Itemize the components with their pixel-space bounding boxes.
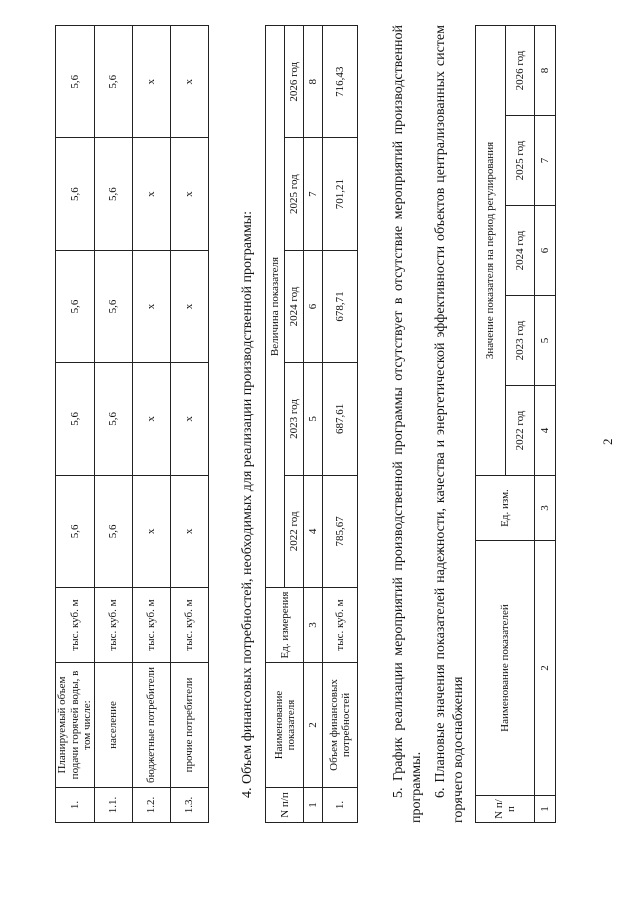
header-year: 2022 год xyxy=(505,386,535,476)
index-cell: 4 xyxy=(535,386,556,476)
index-cell: 6 xyxy=(304,250,323,362)
row-unit: тыс. куб. м xyxy=(170,588,208,663)
cell-value: 785,67 xyxy=(323,475,358,587)
row-name: бюджетные потребители xyxy=(132,663,170,788)
header-year: 2024 год xyxy=(285,250,304,362)
section-6-text: 6. Плановые значения показателей надежности, качества и энергетической эффективности объектов централизованных систем горячего водоснабжения xyxy=(433,25,466,823)
cell-value: 5,6 xyxy=(94,363,132,475)
cell-value: х xyxy=(170,26,208,138)
table-row xyxy=(56,26,95,823)
cell-value: 5,6 xyxy=(56,26,95,138)
row-unit: тыс. куб. м xyxy=(56,588,95,663)
cell-value: 5,6 xyxy=(94,475,132,587)
cell-value: 678,71 xyxy=(323,250,358,362)
row-number: 1. xyxy=(56,788,95,823)
header-unit: Ед. изм. xyxy=(476,476,535,541)
row-number: 1.2. xyxy=(132,788,170,823)
header-group: Значение показателя на период регулирования xyxy=(476,26,506,476)
header-unit: Ед. измерения xyxy=(266,588,304,663)
cell-value: 5,6 xyxy=(56,250,95,362)
index-cell: 5 xyxy=(304,363,323,475)
table-header-row xyxy=(476,26,506,823)
index-cell: 7 xyxy=(535,116,556,206)
cell-value: х xyxy=(132,250,170,362)
table-index-row xyxy=(304,26,323,823)
cell-value: 5,6 xyxy=(94,250,132,362)
header-year: 2024 год xyxy=(505,206,535,296)
header-year: 2023 год xyxy=(285,363,304,475)
cell-value: 5,6 xyxy=(94,138,132,250)
row-name: прочие потребители xyxy=(170,663,208,788)
index-cell: 8 xyxy=(535,26,556,116)
table-row xyxy=(132,26,170,823)
row-number: 1. xyxy=(323,788,358,823)
index-cell: 3 xyxy=(535,476,556,541)
section-5-paragraph xyxy=(390,25,426,823)
section-6-paragraph xyxy=(432,25,468,823)
cell-value: 5,6 xyxy=(56,363,95,475)
index-cell: 4 xyxy=(304,475,323,587)
index-cell: 1 xyxy=(535,796,556,823)
header-year: 2025 год xyxy=(285,138,304,250)
page-number: 2 xyxy=(600,438,615,445)
row-number: 1.3. xyxy=(170,788,208,823)
cell-value: 5,6 xyxy=(56,138,95,250)
header-name: Наименование показателей xyxy=(476,541,535,796)
header-num: N п/п xyxy=(266,788,304,823)
index-cell: 6 xyxy=(535,206,556,296)
row-unit: тыс. куб. м xyxy=(323,588,358,663)
index-cell: 7 xyxy=(304,138,323,250)
header-year: 2026 год xyxy=(285,26,304,138)
table-row xyxy=(94,26,132,823)
header-year: 2022 год xyxy=(285,475,304,587)
header-year: 2025 год xyxy=(505,116,535,206)
table-header-row xyxy=(266,26,285,823)
cell-value: 716,43 xyxy=(323,26,358,138)
water-volume-table xyxy=(55,25,209,823)
row-name: Планируемый объем подачи горячей воды, в том числе: xyxy=(56,663,95,788)
header-name: Наименование показателя xyxy=(266,663,304,788)
section-5-text: 5. График реализации мероприятий производственной программы отсутствует в отсутствие мероприятий производственной программы. xyxy=(391,25,424,823)
index-cell: 2 xyxy=(304,663,323,788)
indicators-table xyxy=(475,25,556,823)
cell-value: х xyxy=(132,475,170,587)
table-row xyxy=(170,26,208,823)
cell-value: х xyxy=(132,26,170,138)
row-name: Объем финансовых потребностей xyxy=(323,663,358,788)
cell-value: 687,61 xyxy=(323,363,358,475)
cell-value: 5,6 xyxy=(94,26,132,138)
cell-value: 5,6 xyxy=(56,475,95,587)
header-group: Величина показателя xyxy=(266,26,285,588)
index-cell: 1 xyxy=(304,788,323,823)
cell-value: х xyxy=(170,250,208,362)
row-name: население xyxy=(94,663,132,788)
cell-value: х xyxy=(132,138,170,250)
header-year: 2023 год xyxy=(505,296,535,386)
index-cell: 2 xyxy=(535,541,556,796)
header-num: N п/п xyxy=(476,796,535,823)
row-unit: тыс. куб. м xyxy=(94,588,132,663)
row-unit: тыс. куб. м xyxy=(132,588,170,663)
row-number: 1.1. xyxy=(94,788,132,823)
table-row xyxy=(323,26,358,823)
index-cell: 8 xyxy=(304,26,323,138)
cell-value: 701,21 xyxy=(323,138,358,250)
cell-value: х xyxy=(170,475,208,587)
cell-value: х xyxy=(132,363,170,475)
financial-needs-table xyxy=(265,25,358,823)
section-4-heading: 4. Объем финансовых потребностей, необходимых для реализации производственной программы: xyxy=(240,211,255,798)
index-cell: 3 xyxy=(304,588,323,663)
index-cell: 5 xyxy=(535,296,556,386)
table-index-row xyxy=(535,26,556,823)
cell-value: х xyxy=(170,363,208,475)
cell-value: х xyxy=(170,138,208,250)
header-year: 2026 год xyxy=(505,26,535,116)
